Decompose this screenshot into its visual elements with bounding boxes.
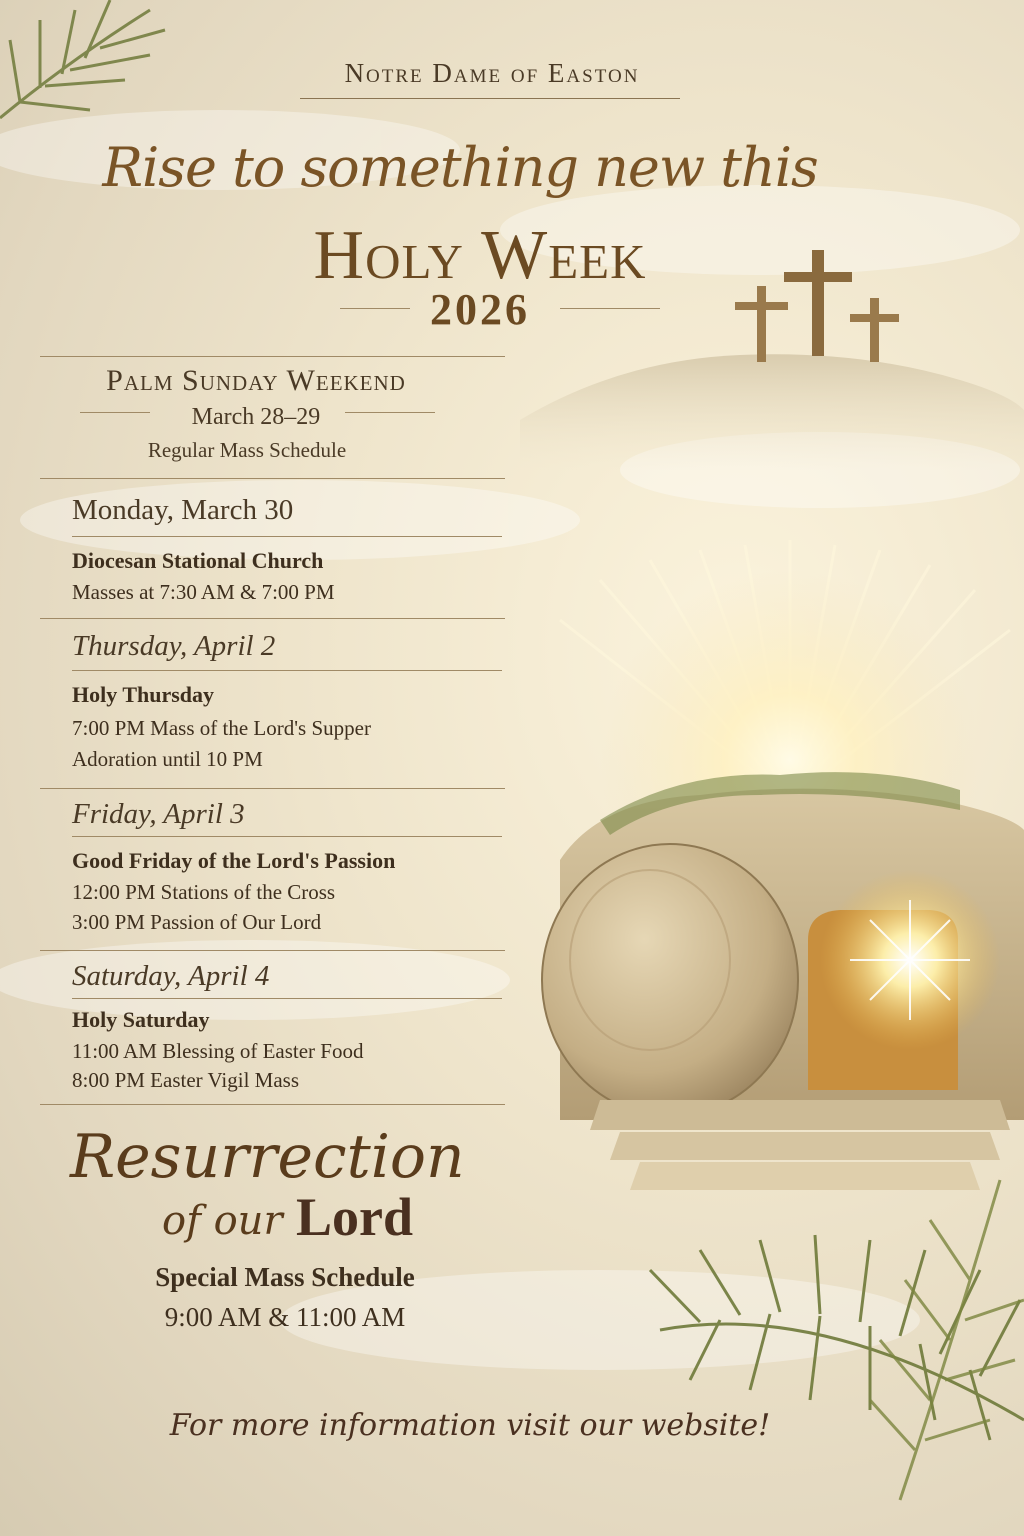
divider xyxy=(40,478,505,479)
palm-sunday-dates: March 28–29 xyxy=(191,404,321,430)
divider xyxy=(72,836,502,837)
divider xyxy=(40,1104,505,1105)
year: 2026 xyxy=(430,285,530,334)
day-heading: Friday, April 3 xyxy=(72,798,245,830)
event-title: Diocesan Stational Church xyxy=(72,548,324,573)
divider xyxy=(72,536,502,537)
palm-sunday-note: Regular Mass Schedule xyxy=(147,438,347,462)
parish-name: Notre Dame of Easton xyxy=(344,58,640,88)
divider xyxy=(40,788,505,789)
divider xyxy=(560,308,660,309)
event-line: 8:00 PM Easter Vigil Mass xyxy=(72,1068,300,1092)
divider xyxy=(72,670,502,671)
event-line: 11:00 AM Blessing of Easter Food xyxy=(72,1039,364,1063)
divider xyxy=(300,98,680,99)
resurrection-title: Resurrection xyxy=(70,1122,465,1192)
resurrection-times: 9:00 AM & 11:00 AM xyxy=(164,1302,406,1332)
event-title: Good Friday of the Lord's Passion xyxy=(72,848,396,873)
palm-sunday-title: Palm Sunday Weekend xyxy=(106,364,406,397)
event-line: Masses at 7:30 AM & 7:00 PM xyxy=(72,580,335,604)
tagline: Rise to something new this xyxy=(102,136,818,199)
resurrection-of-our: of our xyxy=(162,1198,283,1244)
headline: Holy Week xyxy=(313,217,647,294)
resurrection-lord: Lord xyxy=(296,1187,414,1247)
day-heading: Thursday, April 2 xyxy=(72,630,276,662)
event-line: 7:00 PM Mass of the Lord's Supper xyxy=(72,716,371,740)
divider xyxy=(40,950,505,951)
event-line: 3:00 PM Passion of Our Lord xyxy=(72,910,322,934)
day-heading: Saturday, April 4 xyxy=(72,960,270,992)
divider xyxy=(72,998,502,999)
event-title: Holy Thursday xyxy=(72,682,215,707)
event-line: 12:00 PM Stations of the Cross xyxy=(72,880,336,904)
event-line: Adoration until 10 PM xyxy=(72,747,263,771)
resurrection-subtitle: Special Mass Schedule xyxy=(155,1262,415,1292)
event-title: Holy Saturday xyxy=(72,1007,210,1032)
footer-website-note: For more information visit our website! xyxy=(169,1408,771,1443)
divider xyxy=(345,412,435,413)
day-heading: Monday, March 30 xyxy=(72,494,294,526)
divider xyxy=(40,618,505,619)
divider xyxy=(40,356,505,357)
